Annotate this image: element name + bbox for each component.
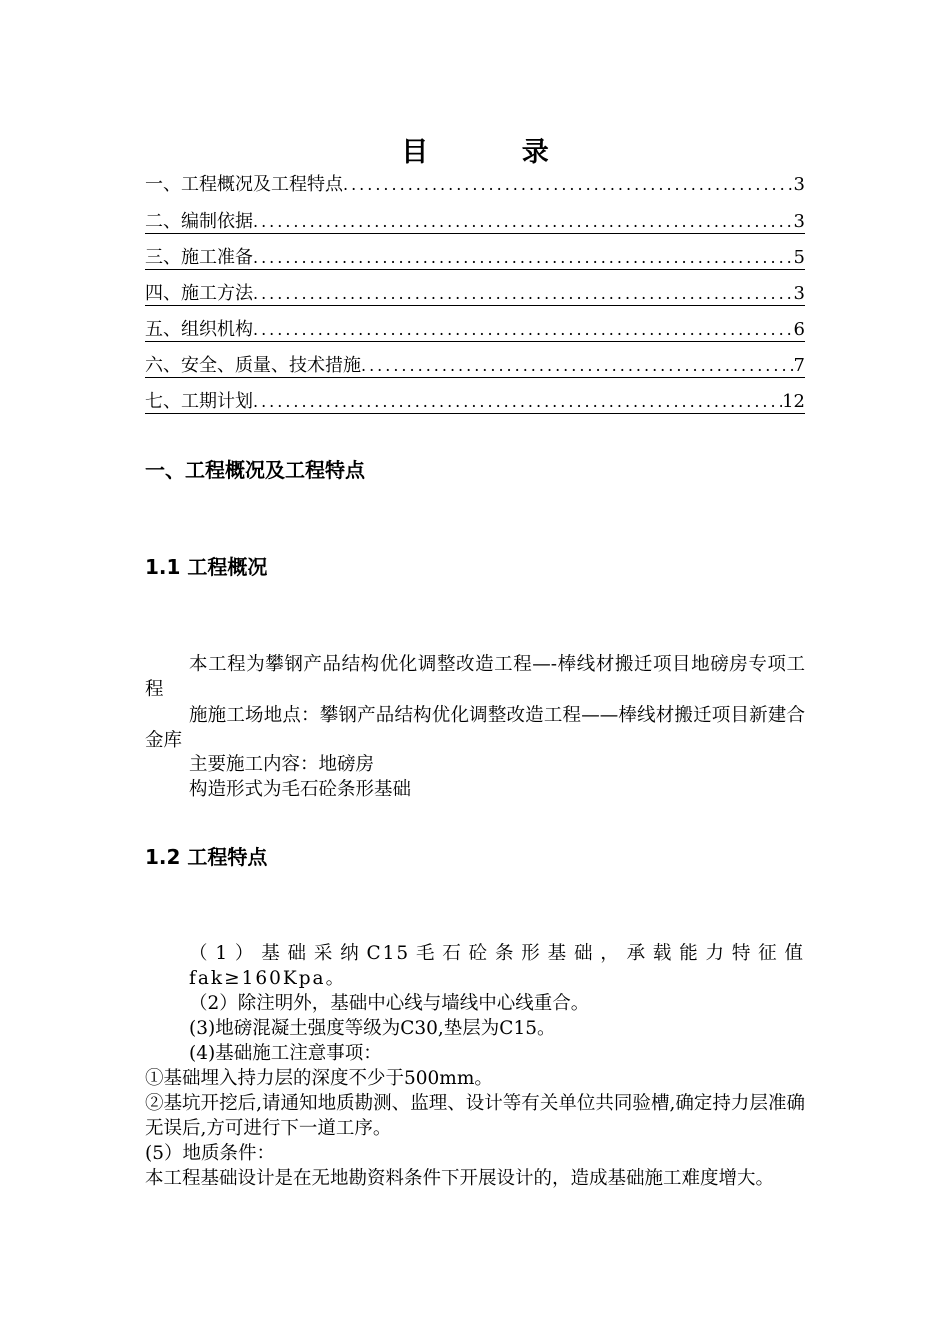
list-item: (5）地质条件： bbox=[145, 1143, 275, 1164]
toc-entry-page: 7 bbox=[793, 355, 805, 376]
list-item: （2）除注明外，基础中心线与墙线中心线重合。 bbox=[189, 993, 590, 1014]
body-paragraph: 主要施工内容：地磅房 bbox=[189, 754, 375, 775]
toc-entry-page: 5 bbox=[793, 247, 805, 268]
toc-entry[interactable] bbox=[145, 349, 805, 378]
body-paragraph: 施施工场地点：攀钢产品结构优化调整改造工程——棒线材搬迁项目新建合金库 bbox=[145, 705, 805, 751]
toc-leader-dots bbox=[253, 247, 794, 269]
body-paragraph: 构造形式为毛石砼条形基础 bbox=[189, 779, 412, 800]
list-item: 本工程基础设计是在无地勘资料条件下开展设计的，造成基础施工难度增大。 bbox=[145, 1168, 775, 1189]
toc-leader-dots bbox=[253, 391, 782, 413]
toc-entry[interactable] bbox=[145, 385, 805, 414]
list-item: ②基坑开挖后,请通知地质勘测、监理、设计等有关单位共同验槽,确定持力层准确无误后,方可进行下一道工序。 bbox=[145, 1093, 805, 1139]
toc-entry-label: 七、工期计划 bbox=[145, 391, 253, 412]
toc-entry-label: 二、编制依据 bbox=[145, 211, 253, 232]
toc-entry-page: 6 bbox=[793, 319, 805, 340]
toc-entry-label: 四、施工方法 bbox=[145, 283, 253, 304]
toc-entry-label: 六、安全、质量、技术措施 bbox=[145, 355, 361, 376]
toc-title: 目 录 bbox=[401, 137, 591, 168]
section-heading: 一、工程概况及工程特点 bbox=[145, 458, 365, 482]
toc-entry[interactable] bbox=[145, 241, 805, 270]
subsection-heading: 1.2 工程特点 bbox=[145, 845, 268, 869]
toc-entry[interactable] bbox=[145, 277, 805, 306]
toc-entry[interactable] bbox=[145, 313, 805, 342]
list-item: (4)基础施工注意事项： bbox=[189, 1043, 382, 1064]
list-item: （1）基础采纳C15毛石砼条形基础，承载能力特征值fak≥160Kpa。 bbox=[189, 943, 805, 989]
toc-entry-page: 3 bbox=[793, 174, 805, 195]
toc-entry-label: 五、组织机构 bbox=[145, 319, 253, 340]
toc-leader-dots bbox=[361, 355, 794, 377]
toc-entry[interactable] bbox=[145, 168, 805, 196]
toc-entry[interactable] bbox=[145, 205, 805, 234]
toc-entry-label: 三、施工准备 bbox=[145, 247, 253, 268]
list-item: (3)地磅混凝土强度等级为C30,垫层为C15。 bbox=[189, 1018, 556, 1039]
list-item: ①基础埋入持力层的深度不少于500mm。 bbox=[145, 1068, 493, 1089]
toc-entry-page: 12 bbox=[782, 391, 805, 412]
subsection-heading: 1.1 工程概况 bbox=[145, 555, 268, 579]
toc-entry-page: 3 bbox=[793, 283, 805, 304]
toc-entry-page: 3 bbox=[793, 211, 805, 232]
toc-leader-dots bbox=[343, 174, 794, 196]
toc-leader-dots bbox=[253, 319, 794, 341]
toc-leader-dots bbox=[253, 211, 794, 233]
toc-entry-label: 一、工程概况及工程特点 bbox=[145, 174, 343, 195]
toc-leader-dots bbox=[253, 283, 794, 305]
body-paragraph: 本工程为攀钢产品结构优化调整改造工程—-棒线材搬迁项目地磅房专项工程 bbox=[145, 654, 805, 700]
